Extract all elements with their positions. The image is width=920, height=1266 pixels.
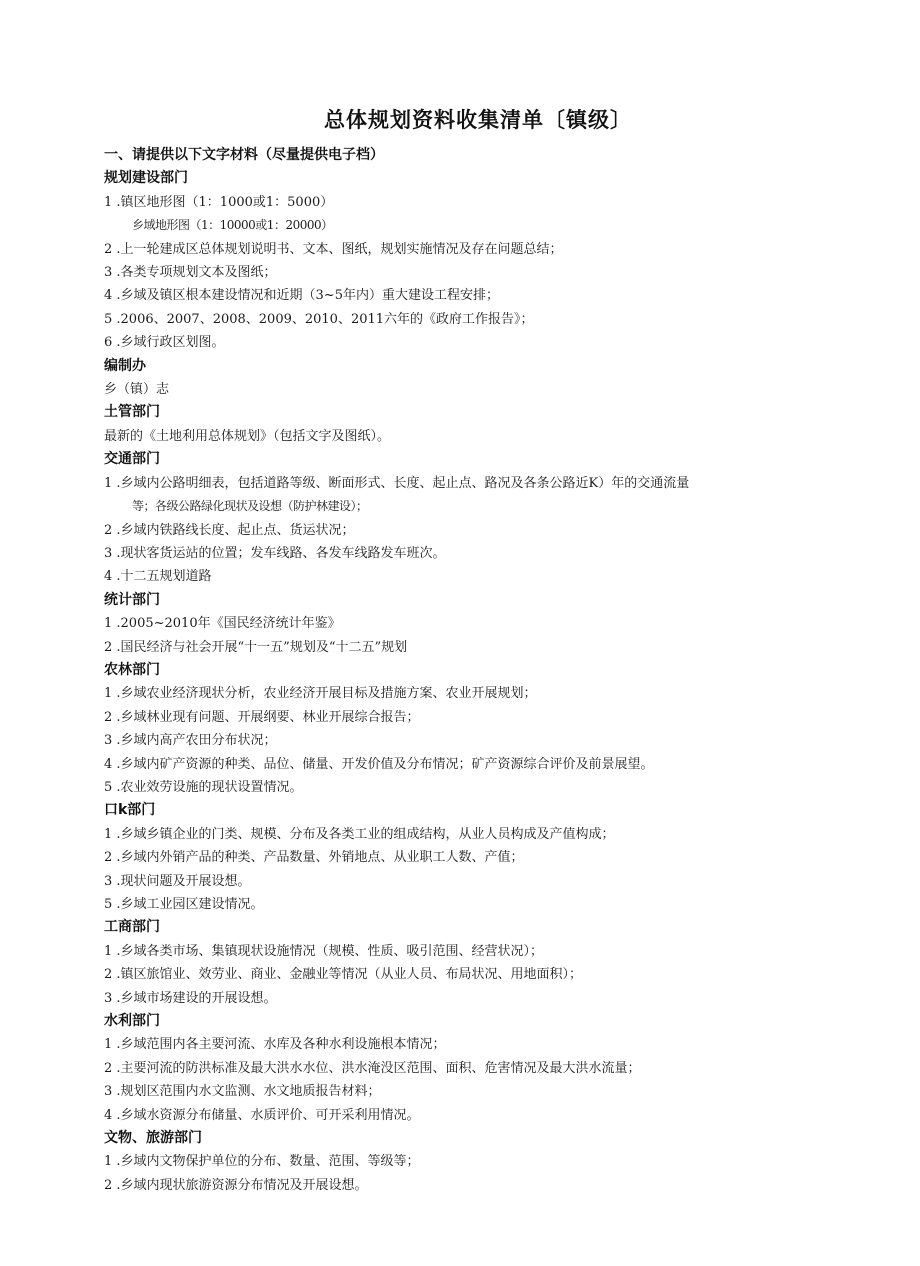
document-title: 总体规划资料收集清单〔镇级〕: [324, 108, 632, 132]
list-item: 5 .乡域工业园区建设情况。: [104, 897, 264, 912]
list-item: 2 .国民经济与社会开展“十一五”规划及“十二五”规划: [104, 639, 408, 655]
section-heading: 水利部门: [104, 1013, 160, 1030]
list-item: 1 .乡域乡镇企业的门类、规模、分布及各类工业的组成结构，从业人员构成及产值构成；: [104, 826, 615, 842]
list-item: 2 .乡域内现状旅游资源分布情况及开展设想。: [104, 1177, 368, 1193]
list-item: 3 .乡域市场建设的开展设想。: [104, 990, 277, 1006]
list-item: 2 .上一轮建成区总体规划说明书、文本、图纸，规划实施情况及存在问题总结；: [104, 241, 563, 257]
list-item: 3 .乡域内高产农田分布状况；: [104, 733, 277, 749]
list-item: 1 .2005~2010年《国民经济统计年鉴》: [104, 616, 341, 632]
list-item: 3 .规划区范围内水文监测、水文地质报告材料；: [104, 1084, 381, 1100]
list-item: 5 .2006、2007、2008、2009、2010、2011六年的《政府工作报告》；: [104, 311, 534, 327]
list-item: 1 .乡域各类市场、集镇现状设施情况（规模、性质、吸引范围、经营状况）；: [104, 943, 544, 959]
section-heading: 编制办: [104, 357, 146, 374]
section-heading: 农林部门: [104, 661, 160, 678]
list-item: 乡（镇）志: [104, 382, 170, 398]
section-heading: 规划建设部门: [104, 170, 188, 187]
intro-heading: 一、请提供以下文字材料（尽量提供电子档）: [104, 147, 384, 163]
list-item: 1 .乡域内文物保护单位的分布、数量、范围、等级等；: [104, 1154, 420, 1170]
list-item: 4 .十二五规划道路: [104, 569, 212, 585]
section-heading: 统计部门: [104, 591, 160, 608]
list-item: 2 .乡域内铁路线长度、起止点、货运状况；: [104, 522, 355, 538]
list-item-continuation: 等；各级公路绿化现状及设想（防护林建设）；: [132, 499, 368, 514]
list-item: 5 .农业效劳设施的现状设置情况。: [104, 779, 303, 795]
list-item: 2 .乡域内外销产品的种类、产品数量、外销地点、从业职工人数、产值；: [104, 850, 524, 866]
list-item: 1 .乡域范围内各主要河流、水库及各种水利设施根本情况；: [104, 1037, 446, 1053]
list-item: 1 .乡域内公路明细表，包括道路等级、断面形式、长度、起止点、路况及各条公路近K）年的交通流量: [104, 475, 690, 491]
section-heading: 交通部门: [104, 451, 160, 468]
list-item: 1 .乡域农业经济现状分析，农业经济开展目标及措施方案、农业开展规划；: [104, 686, 537, 702]
section-heading: 口k部门: [104, 802, 156, 819]
list-item: 4 .乡域及镇区根本建设情况和近期（3~5年内）重大建设工程安排；: [104, 288, 499, 304]
list-item: 最新的《土地利用总体规划》（包括文字及图纸）。: [104, 428, 391, 444]
list-item: 4 .乡域水资源分布储量、水质评价、可开采利用情况。: [104, 1107, 420, 1123]
list-item: 3 .现状客货运站的位置；发车线路、各发车线路发车班次。: [104, 545, 446, 561]
document-page: [104, 104, 804, 1197]
list-item: 3 .各类专项规划文本及图纸；: [104, 265, 277, 281]
list-item: 2 .乡域林业现有问题、开展纲要、林业开展综合报告；: [104, 709, 420, 725]
section-heading: 土管部门: [104, 404, 160, 421]
list-item-continuation: 乡域地形图（1：10000或1：20000）: [132, 218, 333, 233]
list-item: 4 .乡域内矿产资源的种类、品位、储量、开发价值及分布情况；矿产资源综合评价及前景展望。: [104, 756, 654, 772]
section-heading: 文物、旅游部门: [104, 1130, 202, 1147]
list-item: 3 .现状问题及开展设想。: [104, 873, 251, 889]
list-item: 6 .乡域行政区划图。: [104, 335, 225, 351]
list-item: 2 .镇区旅馆业、效劳业、商业、金融业等情况（从业人员、布局状况、用地面积）；: [104, 967, 583, 983]
section-heading: 工商部门: [104, 919, 160, 936]
list-item: 2 .主要河流的防洪标准及最大洪水水位、洪水淹没区范围、面积、危害情况及最大洪水流量；: [104, 1060, 641, 1076]
list-item: 1 .镇区地形图（1：1000或1：5000）: [104, 194, 334, 210]
